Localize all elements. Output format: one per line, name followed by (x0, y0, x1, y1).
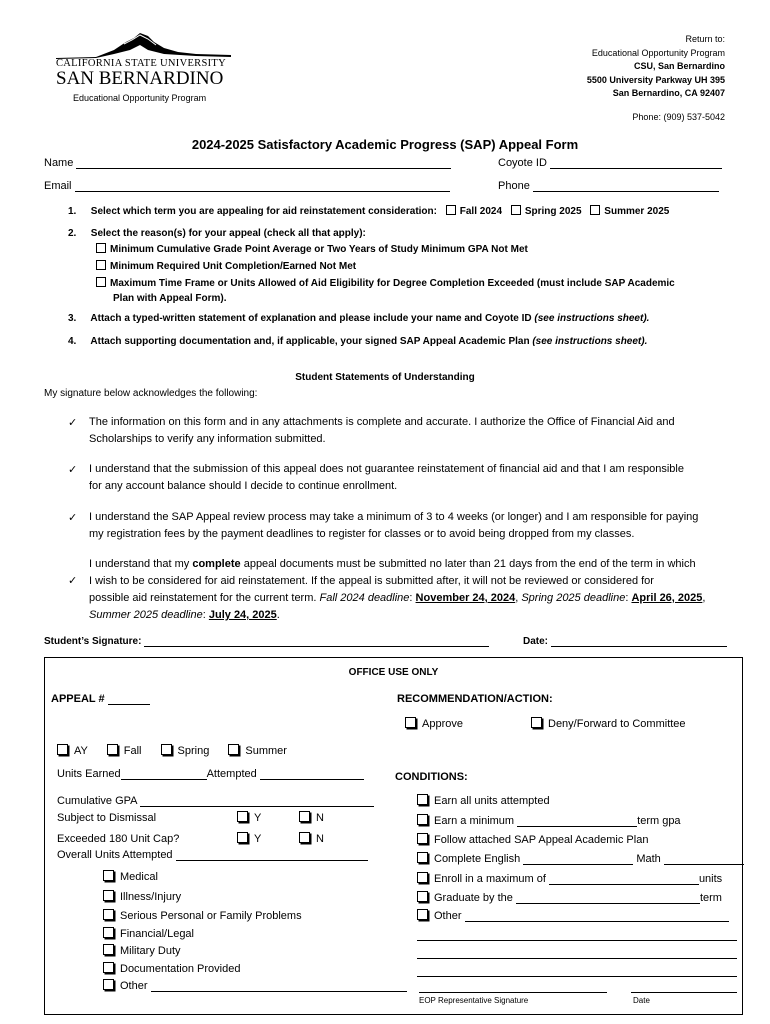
dismissal-label: Subject to Dismissal (57, 812, 157, 824)
checkbox-icon (417, 814, 428, 825)
office-summer-label: Summer (245, 745, 287, 757)
condition-other-label: Other (434, 910, 462, 922)
condition-english-label: Complete English (434, 853, 521, 865)
spring-deadline-date: April 26, 2025 (631, 592, 703, 604)
dismissal-yes-label: Y (254, 812, 262, 824)
office-reason-documentation-label: Documentation Provided (120, 963, 241, 975)
office-ay-label: AY (74, 745, 88, 757)
office-term-row (57, 744, 287, 757)
date-row (523, 635, 727, 647)
name-field[interactable] (76, 157, 451, 169)
office-reason-financial-label: Financial/Legal (120, 928, 194, 940)
reason-timeframe-checkbox[interactable] (96, 277, 675, 289)
phone-field[interactable] (533, 180, 719, 192)
office-title: OFFICE USE ONLY (348, 667, 439, 678)
return-city: San Bernardino, CA 92407 (612, 88, 725, 98)
office-reason-documentation[interactable] (103, 962, 240, 975)
checkbox-icon (417, 909, 428, 920)
reason-timeframe-label: Maximum Time Frame or Units Allowed of Aid Eligibility for Degree Completion Exceeded (must include SAP Academic (110, 278, 675, 289)
statement-4-line2: I wish to be considered for aid reinstatement. If the appeal is submitted after, it will not be reviewed or considered for (89, 575, 654, 587)
office-fall-checkbox[interactable] (107, 745, 142, 757)
statement-1-line2: Scholarships to verify any information submitted. (89, 433, 326, 445)
condition-min-gpa-field[interactable] (517, 815, 637, 827)
term-spring-label: Spring 2025 (524, 206, 582, 217)
summer-deadline-date: July 24, 2025 (208, 609, 277, 621)
item-2-number: 2. (68, 228, 77, 239)
checkbox-icon (103, 927, 114, 938)
checkbox-icon (96, 260, 106, 270)
term-fall-checkbox[interactable] (446, 206, 502, 217)
email-row (44, 180, 450, 192)
condition-other-line-4[interactable] (417, 976, 737, 977)
name-label: Name (44, 157, 74, 169)
condition-math-field[interactable] (664, 853, 744, 865)
return-dept: Educational Opportunity Program (591, 47, 725, 58)
term-fall-label: Fall 2024 (459, 206, 503, 217)
statement-1-line1: The information on this form and in any attachments is complete and accurate. I authorize the Office of Financial Aid and (89, 416, 675, 428)
checkbox-icon (103, 909, 114, 920)
office-reason-other[interactable] (103, 979, 407, 992)
office-reason-other-label: Other (120, 980, 148, 992)
checkbox-icon (103, 890, 114, 901)
checkbox-icon (405, 717, 416, 728)
checkbox-icon (103, 962, 114, 973)
item-3-ref: (see instructions sheet). (534, 313, 650, 324)
checkbox-icon (511, 205, 521, 215)
units-earned-field[interactable] (121, 768, 207, 780)
office-reason-other-field[interactable] (151, 980, 407, 992)
student-signature-field[interactable] (144, 635, 489, 647)
deny-checkbox[interactable] (531, 717, 686, 730)
rep-date-label: Date (633, 996, 650, 1005)
signature-date-field[interactable] (551, 635, 727, 647)
university-logo (56, 30, 231, 105)
deny-label: Deny/Forward to Committee (548, 718, 686, 730)
term-spring-checkbox[interactable] (511, 206, 582, 217)
checkbox-icon (590, 205, 600, 215)
appeal-number-row (51, 693, 150, 705)
mountain-logo-icon (56, 30, 231, 60)
condition-english-math[interactable] (417, 852, 744, 865)
statement-4-line1 (89, 556, 739, 573)
statement-2-line2: for any account balance should I decide to continue enrollment. (89, 480, 398, 492)
exceeded-label: Exceeded 180 Unit Cap? (57, 833, 180, 845)
fall-deadline-label: Fall 2024 deadline (319, 592, 410, 604)
condition-other-line-2[interactable] (417, 940, 737, 941)
summer-deadline-label: Summer 2025 deadline (89, 609, 203, 621)
return-address (587, 33, 725, 101)
reason-gpa-label: Minimum Cumulative Grade Point Average or Two Years of Study Minimum GPA Not Met (110, 244, 528, 255)
condition-max-units-field[interactable] (549, 873, 699, 885)
checkbox-icon (228, 744, 239, 755)
recommendation-label: RECOMMENDATION/ACTION: (397, 693, 553, 705)
phone-label: Phone (498, 180, 530, 192)
statement-4 (89, 556, 739, 624)
email-label: Email (44, 180, 72, 192)
logo-subtitle: Educational Opportunity Program (73, 93, 207, 103)
dismissal-no-checkbox[interactable] (299, 811, 324, 824)
checkbox-icon (237, 832, 248, 843)
comma: , (515, 592, 519, 604)
checkbox-icon (161, 744, 172, 755)
office-fall-label: Fall (123, 745, 142, 757)
spring-deadline-label: Spring 2025 deadline (521, 592, 626, 604)
period: . (276, 609, 280, 621)
checkbox-icon (107, 744, 118, 755)
checkbox-icon (417, 794, 428, 805)
statement-4-line3 (89, 590, 739, 607)
checkbox-icon (417, 891, 428, 902)
statement-4-a: I understand that my (89, 558, 190, 570)
statement-4-c: appeal documents must be submitted no later than 21 days from the end of the term in which (243, 558, 696, 570)
cum-gpa-label: Cumulative GPA (57, 795, 137, 807)
condition-other-line-3[interactable] (417, 958, 737, 959)
condition-max-units[interactable] (417, 872, 722, 885)
exceeded-yes-label: Y (254, 833, 262, 845)
checkbox-icon (417, 852, 428, 863)
checkmark-icon: ✓ (68, 417, 78, 429)
office-reason-medical[interactable] (103, 870, 158, 883)
condition-academic-plan[interactable] (417, 833, 648, 846)
checkbox-icon (417, 872, 428, 883)
item-1 (68, 205, 669, 217)
office-reason-military-label: Military Duty (120, 945, 181, 957)
cum-gpa-field[interactable] (140, 795, 374, 807)
statements-heading: Student Statements of Understanding (295, 372, 475, 383)
reason-timeframe-label-cont: Plan with Appeal Form). (113, 293, 227, 304)
appeal-number-label: APPEAL # (51, 693, 105, 705)
checkbox-icon (103, 870, 114, 881)
coyote-label: Coyote ID (498, 157, 547, 169)
condition-english-field[interactable] (523, 853, 633, 865)
conditions-label: CONDITIONS: (395, 771, 468, 783)
overall-row (57, 849, 368, 861)
checkmark-icon: ✓ (68, 512, 78, 524)
phone-row (498, 180, 719, 192)
item-1-number: 1. (68, 206, 77, 217)
office-reason-personal-label: Serious Personal or Family Problems (120, 910, 302, 922)
approve-checkbox[interactable] (405, 717, 463, 730)
units-row (57, 768, 364, 780)
signature-row (44, 635, 489, 647)
office-reason-illness-label: Illness/Injury (120, 891, 182, 903)
office-reason-illness[interactable] (103, 890, 181, 903)
item-4-text: Attach supporting documentation and, if applicable, your signed SAP Appeal Academic Plan (90, 336, 530, 347)
term-summer-label: Summer 2025 (604, 206, 670, 217)
office-reason-military[interactable] (103, 944, 181, 957)
checkbox-icon (531, 717, 542, 728)
condition-graduate-by[interactable] (417, 891, 722, 904)
condition-graduate-suffix: term (699, 892, 722, 904)
form-title: 2024-2025 Satisfactory Academic Progress (SAP) Appeal Form (191, 137, 579, 152)
statement-4-line4 (89, 607, 739, 624)
checkbox-icon (417, 833, 428, 844)
checkbox-icon (299, 811, 310, 822)
statement-3 (89, 509, 739, 543)
phone-number: Phone: (909) 537-5042 (632, 112, 725, 122)
logo-line1: CALIFORNIA STATE UNIVERSITY (56, 58, 227, 69)
item-3 (68, 313, 649, 324)
item-4-ref: (see instructions sheet). (532, 336, 648, 347)
logo-line2: SAN BERNARDINO (56, 68, 224, 89)
checkmark-icon: ✓ (68, 575, 78, 587)
item-2-text: Select the reason(s) for your appeal (check all that apply): (90, 228, 366, 239)
condition-min-gpa-label: Earn a minimum (434, 815, 515, 827)
overall-label: Overall Units Attempted (57, 849, 173, 861)
checkbox-icon (96, 243, 106, 253)
checkbox-icon (103, 944, 114, 955)
item-4-number: 4. (68, 336, 77, 347)
date-label: Date: (523, 636, 549, 647)
checkmark-icon: ✓ (68, 464, 78, 476)
office-use-panel (44, 657, 743, 1015)
return-label: Return to: (685, 34, 725, 44)
condition-other[interactable] (417, 909, 729, 922)
office-spring-checkbox[interactable] (161, 745, 210, 757)
condition-graduate-field[interactable] (516, 892, 700, 904)
item-2 (68, 228, 366, 239)
return-street: 5500 University Parkway UH 395 (586, 74, 725, 85)
item-3-text: Attach a typed-written statement of explanation and please include your name and Coyote ID (90, 313, 532, 324)
rep-date-field[interactable] (631, 992, 737, 993)
appeal-number-field[interactable] (108, 693, 150, 705)
statement-4-emphasis: complete (192, 558, 241, 570)
comma: , (702, 592, 706, 604)
colon: : (625, 592, 629, 604)
statements-intro: My signature below acknowledges the following: (44, 388, 258, 399)
exceeded-no-checkbox[interactable] (299, 832, 324, 845)
condition-max-units-suffix: units (698, 873, 723, 885)
checkbox-icon (96, 277, 106, 287)
reason-gpa-checkbox[interactable] (96, 243, 528, 255)
units-earned-label: Units Earned (57, 768, 121, 780)
rep-signature-label: EOP Representative Signature (419, 996, 529, 1005)
exceeded-yes-checkbox[interactable] (237, 832, 261, 845)
statement-3-line1: I understand the SAP Appeal review process may take a minimum of 3 to 4 weeks (or longer) and I am responsible for paying (89, 511, 699, 523)
office-spring-label: Spring (177, 745, 210, 757)
checkbox-icon (299, 832, 310, 843)
colon: : (202, 609, 206, 621)
approve-label: Approve (422, 718, 463, 730)
exceeded-no-label: N (316, 833, 324, 845)
name-row (44, 157, 451, 169)
colon: : (409, 592, 413, 604)
rep-signature-field[interactable] (419, 992, 607, 993)
item-1-text: Select which term you are appealing for aid reinstatement consideration: (90, 206, 437, 217)
return-campus: CSU, San Bernardino (633, 61, 725, 71)
condition-min-gpa-suffix: term gpa (637, 815, 681, 827)
item-3-number: 3. (68, 313, 77, 324)
checkbox-icon (237, 811, 248, 822)
term-summer-checkbox[interactable] (590, 206, 669, 217)
condition-other-field[interactable] (465, 910, 729, 922)
condition-all-units[interactable] (417, 794, 550, 807)
condition-math-label: Math (636, 853, 661, 865)
cum-gpa-row (57, 795, 374, 807)
dismissal-no-label: N (316, 812, 324, 824)
signature-label: Student’s Signature: (44, 636, 142, 647)
office-reason-financial[interactable] (103, 927, 194, 940)
dismissal-yes-checkbox[interactable] (237, 811, 261, 824)
office-reason-medical-label: Medical (120, 871, 158, 883)
condition-all-units-label: Earn all units attempted (434, 795, 550, 807)
reason-units-label: Minimum Required Unit Completion/Earned Not Met (110, 261, 357, 272)
item-4 (68, 336, 647, 347)
checkbox-icon (57, 744, 68, 755)
condition-academic-plan-label: Follow attached SAP Appeal Academic Plan (434, 834, 649, 846)
office-ay-checkbox[interactable] (57, 745, 88, 757)
fall-deadline-date: November 24, 2024 (415, 592, 516, 604)
attempted-label: Attempted (206, 768, 257, 780)
condition-graduate-label: Graduate by the (434, 892, 513, 904)
condition-max-units-label: Enroll in a maximum of (434, 873, 546, 885)
coyote-id-field[interactable] (550, 157, 722, 169)
reason-units-checkbox[interactable] (96, 260, 356, 272)
overall-field[interactable] (176, 849, 368, 861)
statement-2 (89, 461, 739, 495)
checkbox-icon (103, 979, 114, 990)
office-summer-checkbox[interactable] (228, 745, 287, 757)
statement-4-line3-text: possible aid reinstatement for the current term. (89, 592, 317, 604)
office-reason-personal[interactable] (103, 909, 302, 922)
email-field[interactable] (75, 180, 450, 192)
statement-2-line1: I understand that the submission of this appeal does not guarantee reinstatement of financial aid and that I am responsible (89, 463, 684, 475)
statement-3-line2: my registration fees by the payment deadlines to register for classes or to avoid being dropped from my classes. (89, 528, 635, 540)
statement-1 (89, 414, 739, 448)
attempted-field[interactable] (260, 768, 364, 780)
coyote-row (498, 157, 722, 169)
checkbox-icon (446, 205, 456, 215)
condition-min-gpa[interactable] (417, 814, 681, 827)
